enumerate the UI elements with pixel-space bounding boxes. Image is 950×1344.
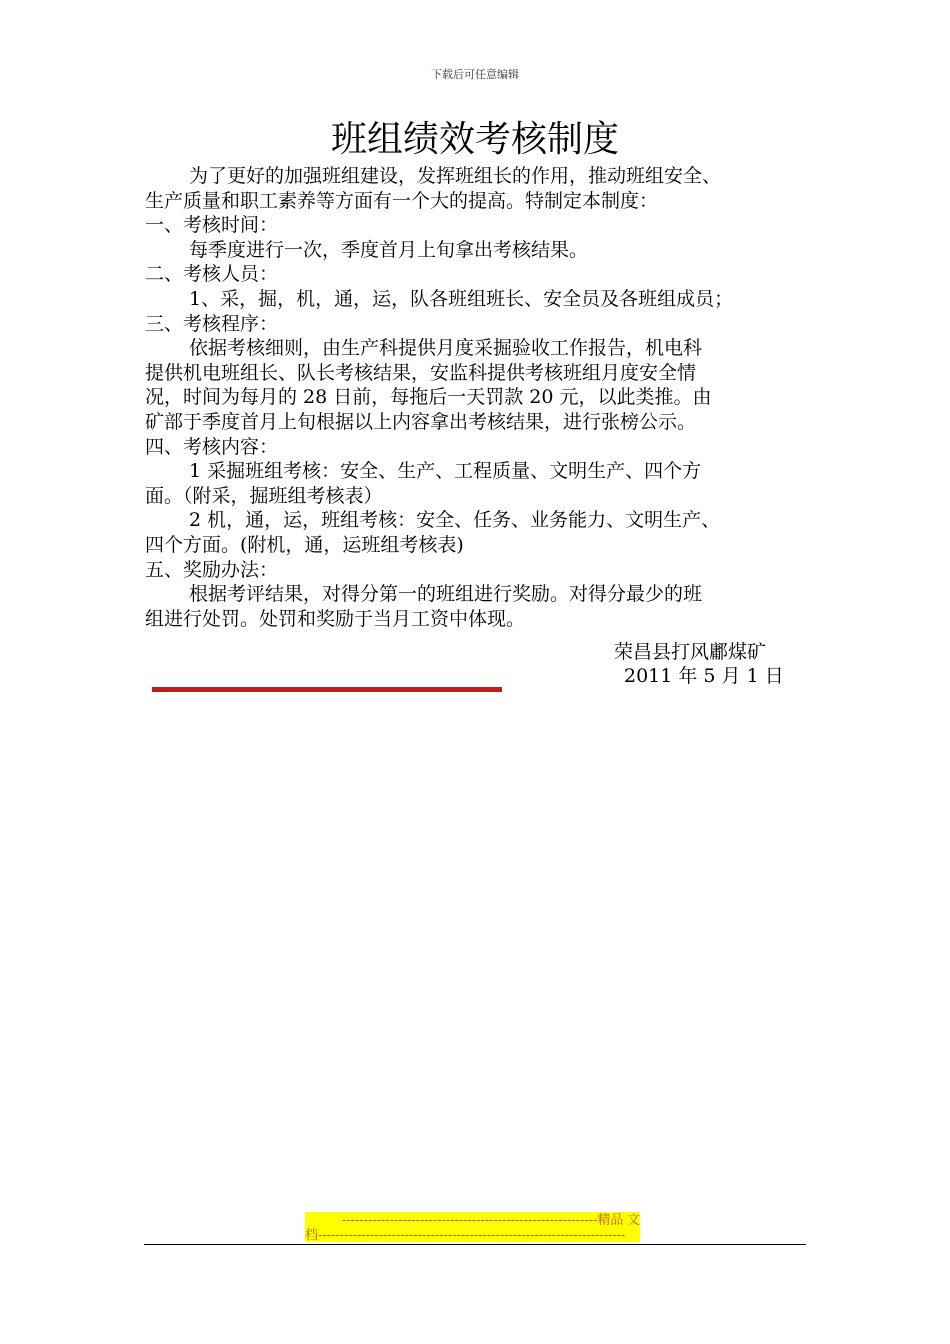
paragraph-line: 四个方面。(附机，通，运班组考核表): [145, 533, 464, 556]
footer-divider: [144, 1244, 806, 1245]
paragraph-line: 况，时间为每月的 28 日前，每拖后一天罚款 20 元，以此类推。由: [145, 386, 712, 409]
header-note: 下载后可任意编辑: [431, 68, 519, 81]
paragraph-line: 组进行处罚。处罚和奖励于当月工资中体现。: [145, 607, 526, 630]
signature-date: 2011 年 5 月 1 日: [624, 665, 784, 687]
paragraph-line: 2 机，通，运，班组考核：安全、任务、业务能力、文明生产、: [189, 509, 721, 532]
paragraph-line: 每季度进行一次，季度首月上旬拿出考核结果。: [189, 238, 589, 261]
paragraph-line: 1、采，掘，机，通，运，队各班组班长、安全员及各班组成员；: [189, 287, 734, 310]
paragraph-line: 根据考评结果，对得分第一的班组进行奖励。对得分最少的班: [189, 583, 703, 606]
document-title: 班组绩效考核制度: [330, 119, 619, 160]
paragraph-line: 二、考核人员：: [145, 263, 279, 286]
paragraph-line: 生产质量和职工素养等方面有一个大的提高。特制定本制度：: [145, 189, 659, 212]
footer-highlight-line-2: 档-----------------------------------------------------------------------: [305, 1227, 640, 1242]
paragraph-line: 面。（附采，掘班组考核表）: [145, 484, 383, 507]
paragraph-line: 三、考核程序：: [145, 312, 279, 335]
document-body: [145, 164, 815, 631]
paragraph-line: 四、考核内容：: [145, 435, 279, 458]
paragraph-line: 提供机电班组长、队长考核结果，安监科提供考核班组月度安全情: [145, 361, 697, 384]
paragraph-line: 依据考核细则，由生产科提供月度采掘验收工作报告，机电科: [189, 337, 703, 360]
footer-highlight-line-1: -----------------------------------------------------------精品 文: [305, 1212, 640, 1227]
paragraph-line: 1 采掘班组考核：安全、生产、工程质量、文明生产、四个方: [189, 460, 702, 483]
paragraph-line: 五、奖励办法：: [145, 558, 279, 581]
red-divider: [152, 687, 502, 692]
paragraph-line: 为了更好的加强班组建设，发挥班组长的作用，推动班组安全、: [189, 165, 722, 187]
signature-organization: 荣昌县打风鄘煤矿: [614, 641, 767, 663]
paragraph-line: 一、考核时间：: [145, 214, 279, 237]
paragraph-line: 矿部于季度首月上旬根据以上内容拿出考核结果，进行张榜公示。: [145, 410, 697, 433]
